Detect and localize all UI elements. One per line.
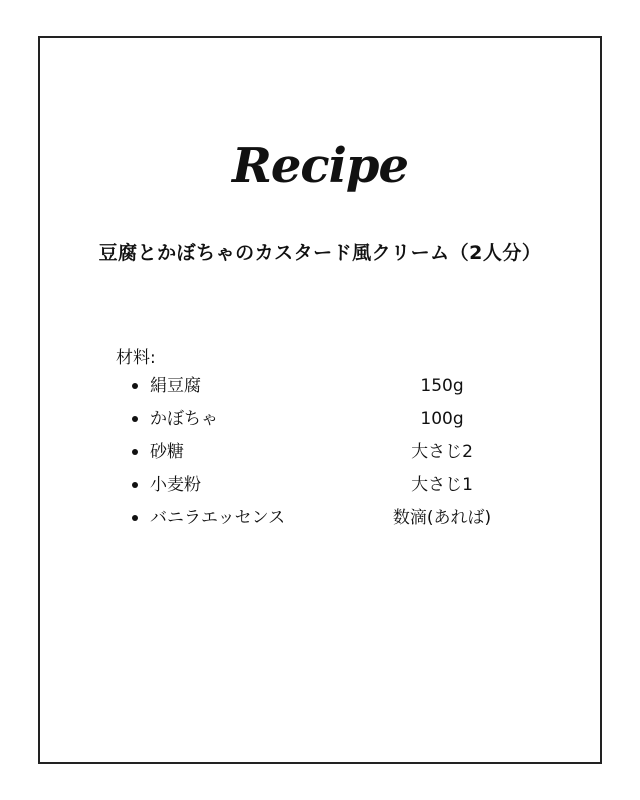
bullet-icon bbox=[132, 482, 138, 488]
bullet-icon bbox=[132, 449, 138, 455]
recipe-card bbox=[38, 36, 602, 764]
ingredient-amount: 大さじ2 bbox=[411, 442, 473, 462]
ingredient-amount: 数滴(あれば) bbox=[392, 508, 492, 528]
ingredient-name: 砂糖 bbox=[150, 442, 184, 462]
ingredient-item bbox=[132, 438, 532, 471]
ingredient-name: かぼちゃ bbox=[150, 409, 218, 429]
ingredient-item bbox=[132, 471, 532, 504]
ingredient-amount: 大さじ1 bbox=[411, 475, 473, 495]
ingredient-name: 絹豆腐 bbox=[150, 376, 201, 396]
ingredient-name: 小麦粉 bbox=[150, 475, 201, 495]
ingredients-label: 材料: bbox=[116, 348, 156, 368]
ingredient-item bbox=[132, 405, 532, 438]
ingredient-list bbox=[132, 372, 532, 537]
recipe-name: 豆腐とかぼちゃのカスタード風クリーム（2人分） bbox=[98, 242, 542, 264]
ingredient-item bbox=[132, 504, 532, 537]
bullet-icon bbox=[132, 383, 138, 389]
bullet-icon bbox=[132, 416, 138, 422]
ingredient-amount: 100g bbox=[420, 409, 464, 429]
recipe-heading: Recipe bbox=[232, 138, 408, 194]
ingredient-amount: 150g bbox=[420, 376, 464, 396]
ingredient-name: バニラエッセンス bbox=[150, 508, 286, 528]
bullet-icon bbox=[132, 515, 138, 521]
ingredient-item bbox=[132, 372, 532, 405]
